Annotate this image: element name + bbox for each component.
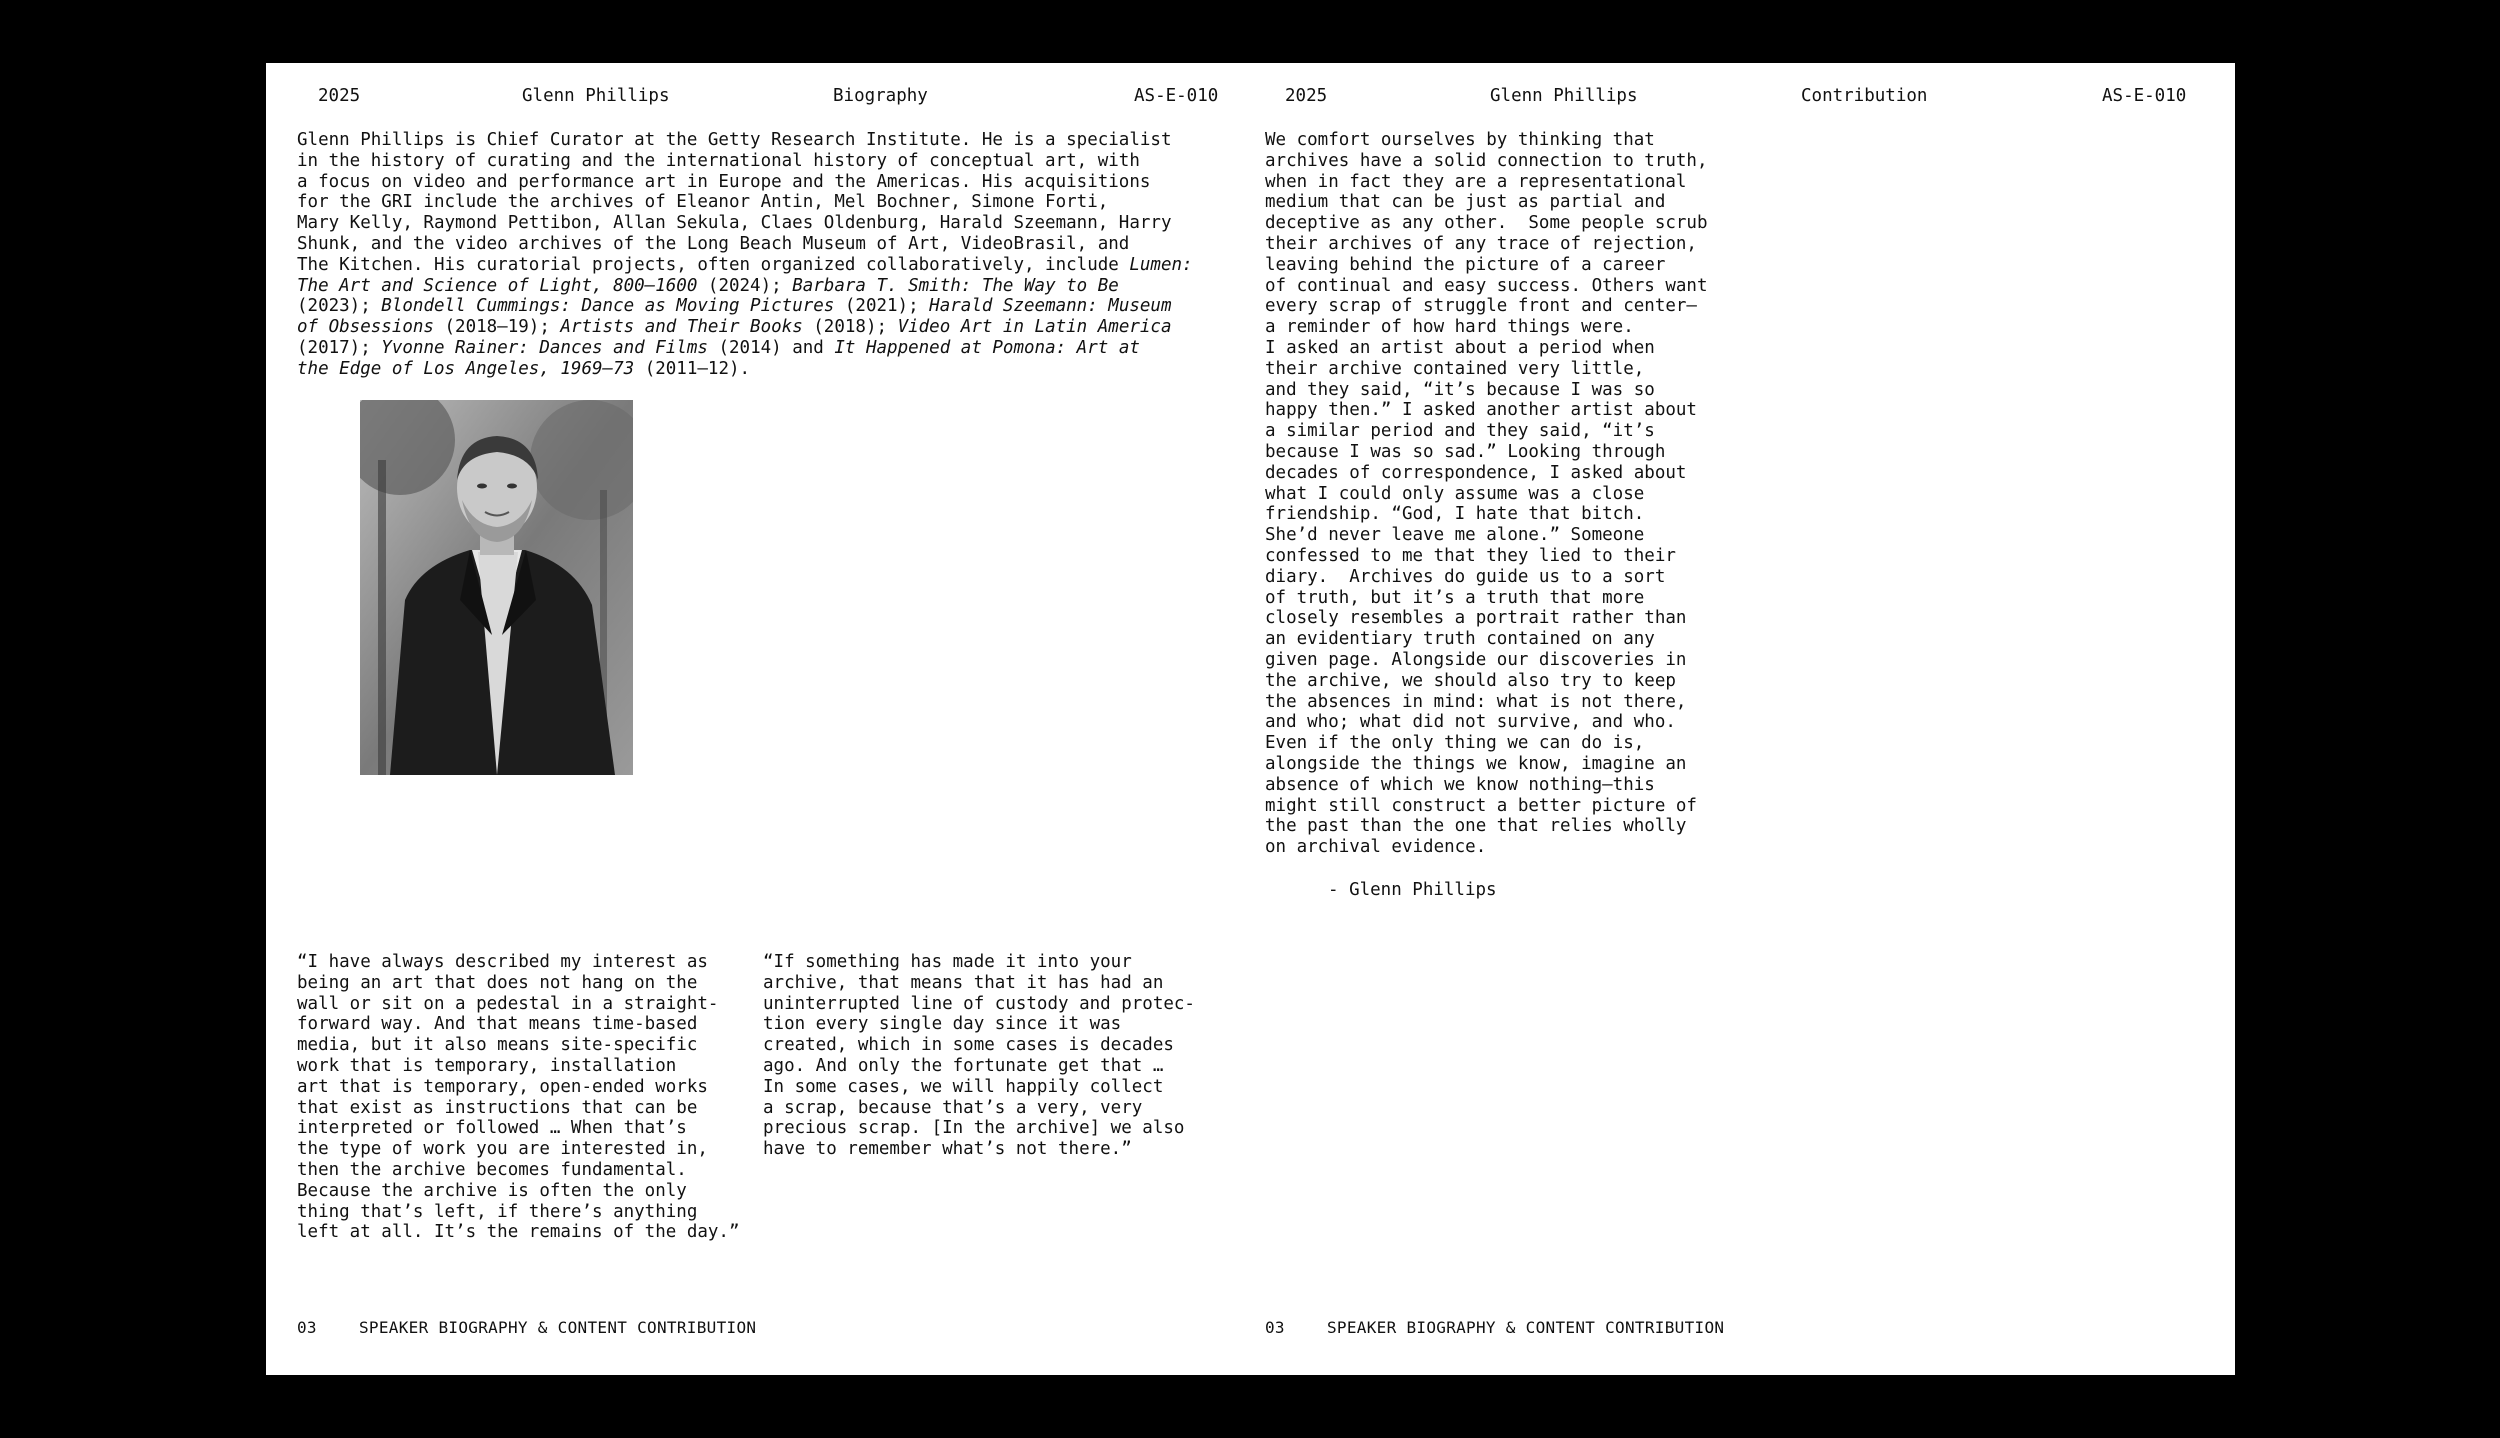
footer-label: SPEAKER BIOGRAPHY & CONTENT CONTRIBUTION [359,1318,757,1337]
biography-line [297,192,1193,213]
biography-text [297,130,1193,380]
biography-title: Harald Szeemann: Museum [929,296,1172,317]
biography-line [297,213,1193,234]
biography-run: in the history of curating and the international history of conceptual art, with [297,150,1140,171]
left-page [266,63,1250,1375]
biography-title: Yvonne Rainer: Dances and Films [381,337,708,358]
biography-line [297,172,1193,193]
biography-line [297,276,1193,297]
biography-title: The Art and Science of Light, 800–1600 [297,275,698,296]
biography-title: Lumen: [1129,254,1193,275]
biography-title: of Obsessions [297,317,434,338]
biography-title: the Edge of Los Angeles, 1969–73 [297,358,635,379]
biography-line [297,317,1193,338]
speaker-portrait [360,400,633,775]
biography-run: (2024); [697,275,793,296]
header-code: AS-E-010 [2102,86,2187,106]
biography-run: (2014) and [707,337,835,358]
biography-run: (2018); [802,317,898,338]
right-page [1250,63,2235,1375]
biography-line [297,359,1193,380]
biography-run: (2011–12). [634,358,751,379]
biography-run: Shunk, and the video archives of the Long Beach Museum of Art, VideoBrasil, and [297,233,1130,254]
biography-run: Mary Kelly, Raymond Pettibon, Allan Sekula, Claes Oldenburg, Harald Szeemann, Harry [297,213,1172,234]
biography-run: (2021); [834,296,930,317]
header-code: AS-E-010 [1134,86,1219,106]
footer-page-number: 03 [297,1318,317,1337]
biography-line [297,151,1193,172]
header-section: Biography [833,86,928,106]
contribution-text: We comfort ourselves by thinking that archives have a solid connection to truth, when in fact they are a representational medium that can be just as partial and deceptive as any other. Some people scrub their archives of any trace of rejection, leaving behind the picture of a career of continual and easy success. Others want every scrap of struggle front and center— a reminder of how hard things were. I asked an artist about a period when their archive contained very little, and they said, “it’s because I was so happy then.” I asked another artist about a similar period and they said, “it’s because I was so sad.” Looking through decades of correspondence, I asked about what I could only assume was a close friendship. “God, I hate that bitch. She’d never leave me alone.” Someone confessed to me that they lied to their diary. Archives do guide us to a sort of truth, but it’s a truth that more closely resembles a portrait rather than an evidentiary truth contained on any given page. Alongside our discoveries in the archive, we should also try to keep the absences in mind: what is not there, and who; what did not survive, and who. Even if the only thing we can do is, alongside the things we know, imagine an absence of which we know nothing—this might still construct a better picture of the past than the one that relies wholly on archival evidence. [1265,130,1708,858]
header-section: Contribution [1801,86,1928,106]
biography-title: It Happened at Pomona: Art at [834,337,1140,358]
header-speaker: Glenn Phillips [1490,86,1638,106]
biography-title: Barbara T. Smith: The Way to Be [792,275,1119,296]
biography-title: Blondell Cummings: Dance as Moving Pictures [381,296,835,317]
signature: - Glenn Phillips [1328,880,1497,900]
biography-run: (2023); [297,296,382,317]
quote-two: “If something has made it into your archive, that means that it has had an uninterrupted line of custody and protec- tion every single day since it was created, which in some cases is decades ago. And only the fortunate get that … In some cases, we will happily collect a scrap, because that’s a very, very precious scrap. [In the archive] we also have to remember what’s not there.” [763,952,1195,1160]
document-spread [266,63,2235,1375]
biography-run: a focus on video and performance art in Europe and the Americas. His acquisitions [297,171,1151,192]
biography-run: (2017); [297,337,382,358]
biography-run: The Kitchen. His curatorial projects, often organized collaboratively, include [297,254,1130,275]
biography-line [297,296,1193,317]
header-year: 2025 [318,86,361,106]
footer-label: SPEAKER BIOGRAPHY & CONTENT CONTRIBUTION [1327,1318,1725,1337]
quote-one: “I have always described my interest as being an art that does not hang on the wall or sit on a pedestal in a straight- forward way. And that means time-based media, but it also means site-specific work that is temporary, installation art that is temporary, open-ended works that exist as instructions that can be interpreted or followed … When that’s the type of work you are interested in, then the archive becomes fundamental. Because the archive is often the only thing that’s left, if there’s anything left at all. It’s the remains of the day.” [297,952,740,1243]
biography-line [297,234,1193,255]
header-year: 2025 [1285,86,1328,106]
biography-title: Artists and Their Books [560,317,803,338]
biography-title: Video Art in Latin America [897,317,1172,338]
biography-line [297,338,1193,359]
biography-run: for the GRI include the archives of Eleanor Antin, Mel Bochner, Simone Forti, [297,192,1109,213]
footer-page-number: 03 [1265,1318,1285,1337]
biography-run: Glenn Phillips is Chief Curator at the Getty Research Institute. He is a specialist [297,130,1172,150]
biography-line [297,255,1193,276]
biography-line [297,130,1193,151]
header-speaker: Glenn Phillips [522,86,670,106]
biography-run: (2018–19); [433,317,561,338]
